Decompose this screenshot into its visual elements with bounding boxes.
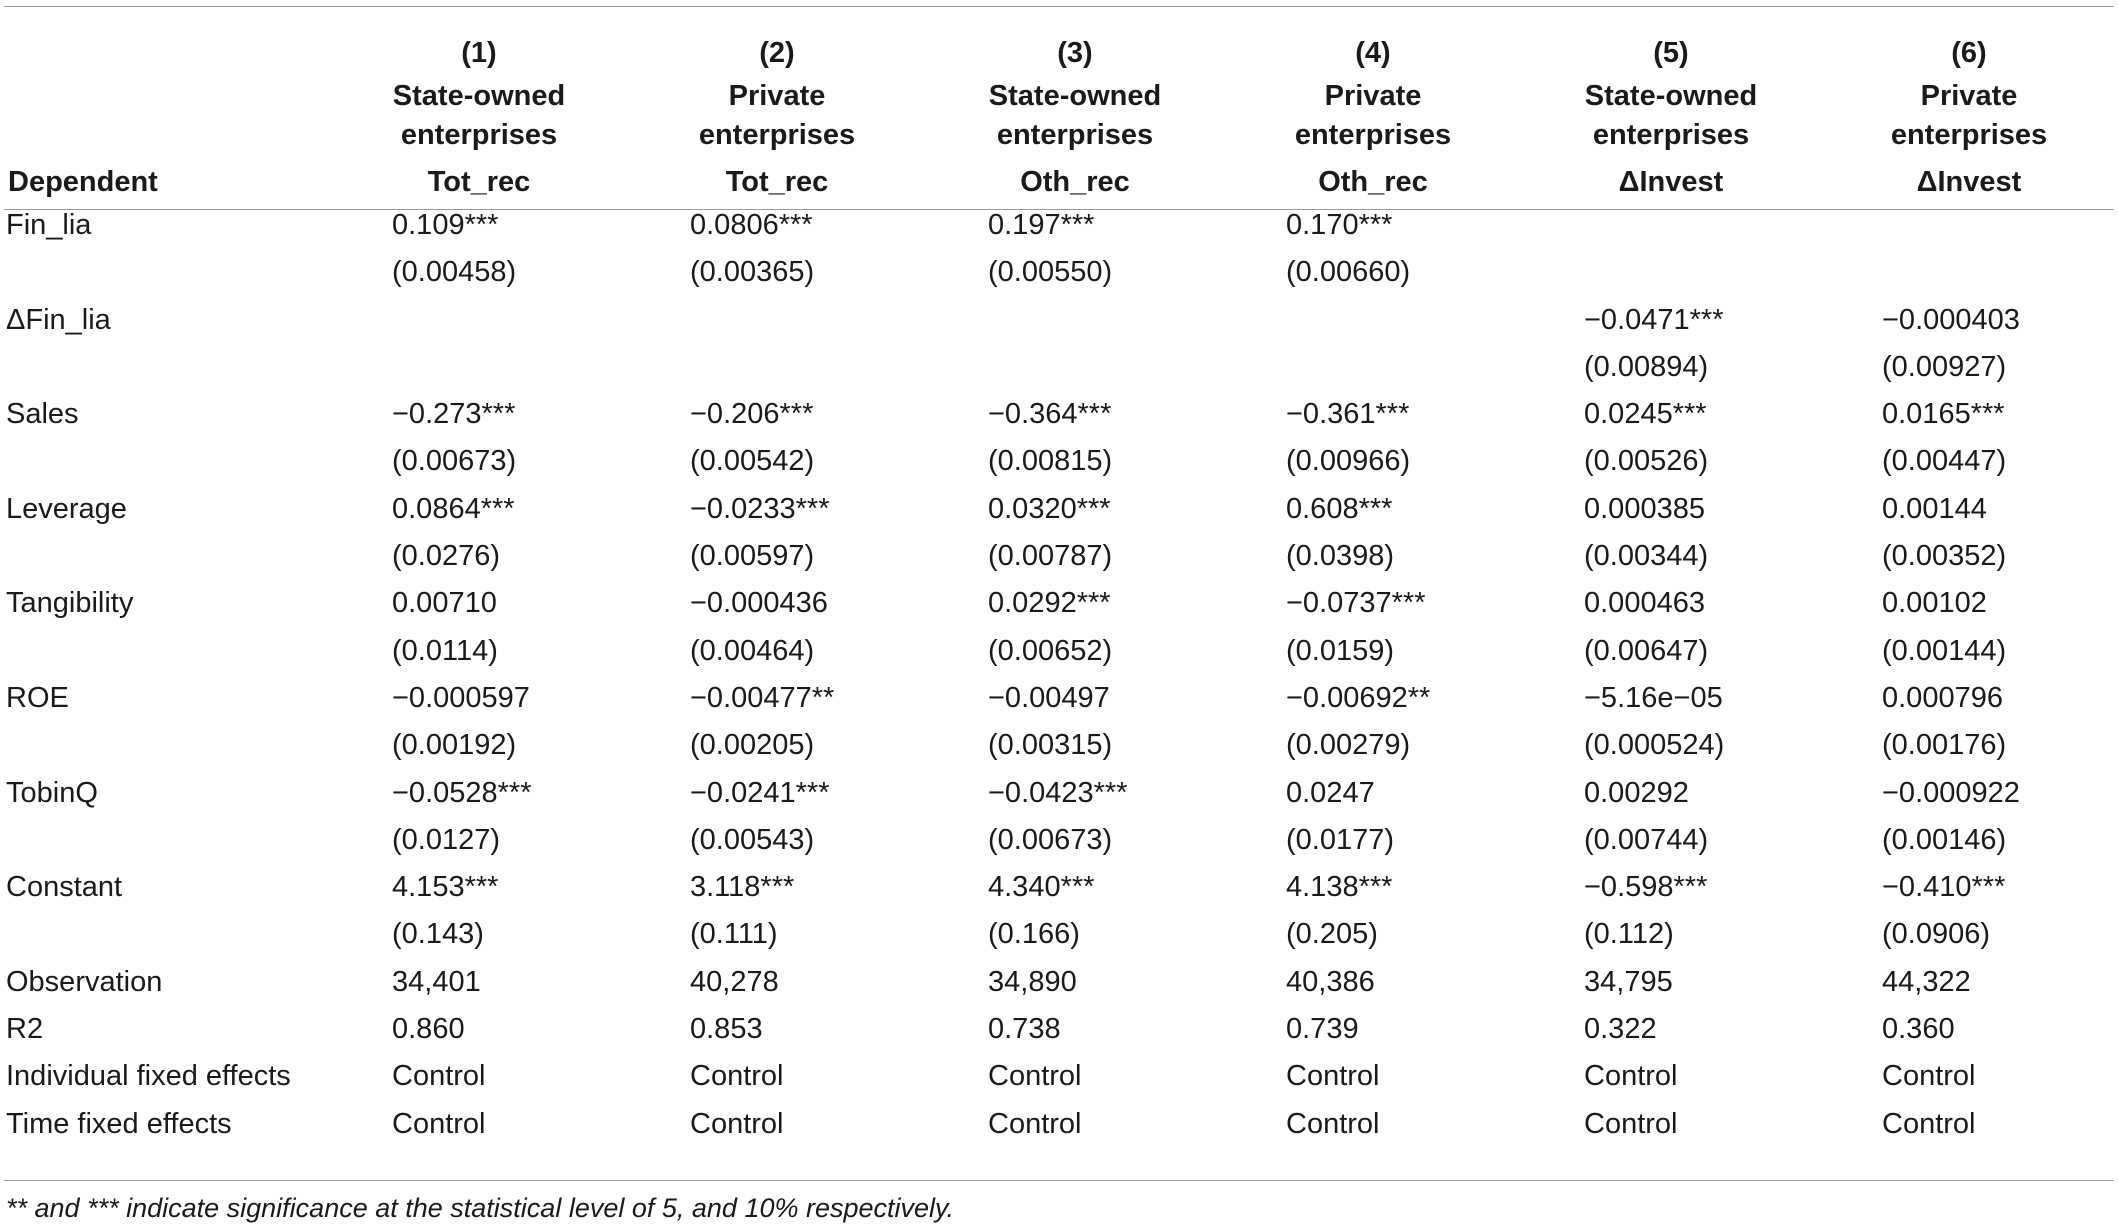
column-group-line2: enterprises [400,119,558,151]
column-group-line1: Private [1920,80,2018,112]
table-cell [1522,202,1820,249]
table-cell: 0.738 [988,1013,1061,1046]
column-group-line2: enterprises [1294,119,1452,151]
table-cell: Control [1584,1107,1678,1140]
table-cell: (0.0127) [392,823,501,856]
table-cell: −0.000436 [690,587,828,620]
significance-note: ** and *** indicate significance at the statistical level of 5, and 10% respectively. [6,1193,955,1223]
table-cell: (0.0114) [392,634,498,667]
table-row [0,202,2118,249]
column-dependent: Oth_rec [1020,166,1130,198]
column-group-line1: State-owned [988,80,1162,112]
table-cell [330,344,628,391]
column-dependent: ΔInvest [1618,166,1724,198]
row-label: Leverage [6,492,127,525]
table-row [0,580,2118,627]
table-cell: 4.340*** [988,871,1095,904]
column-header [1522,22,1820,202]
table-cell: −0.000403 [1882,303,2020,336]
table-cell: −5.16e−05 [1584,681,1723,714]
column-number: (3) [1057,37,1093,69]
column-group-line1: State-owned [392,80,566,112]
table-cell: −0.00477** [690,681,835,714]
column-header [330,22,628,202]
table-cell: (0.00787) [988,540,1113,573]
column-number: (6) [1951,37,1987,69]
table-cell: (0.00673) [392,445,517,478]
table-cell: −0.0241*** [690,776,830,809]
table-cell: Control [1286,1107,1380,1140]
table-row [0,675,2118,722]
bottom-rule [4,1180,2114,1181]
table-cell: (0.00550) [988,256,1113,289]
table-cell: (0.00647) [1584,634,1709,667]
table-cell: 0.00292 [1584,776,1689,809]
table-cell: (0.00458) [392,256,517,289]
table-cell: Control [988,1107,1082,1140]
row-label [0,911,330,958]
table-cell [1522,249,1820,296]
table-row [0,959,2118,1006]
table-cell: 0.360 [1882,1013,1955,1046]
table-cell: −0.000922 [1882,776,2020,809]
table-cell: (0.00597) [690,540,815,573]
table-cell: (0.111) [690,918,778,951]
table-cell: Control [1584,1060,1678,1093]
column-group-line2: enterprises [1592,119,1750,151]
table-cell: −0.0423*** [988,776,1128,809]
table-cell: (0.00464) [690,634,815,667]
table-row [0,770,2118,817]
table-cell: 40,386 [1286,965,1375,998]
table-row [0,864,2118,911]
table-cell: 4.138*** [1286,871,1393,904]
table-cell: 0.0806*** [690,209,813,241]
table-cell: (0.00365) [690,256,815,289]
table-row [0,438,2118,485]
table-cell: 0.0165*** [1882,398,2005,431]
table-cell [1224,297,1522,344]
table-cell: (0.00660) [1286,256,1411,289]
table-cell: 0.739 [1286,1013,1359,1046]
table-cell: 0.000385 [1584,492,1705,525]
column-header [628,22,926,202]
table-cell: (0.0177) [1286,823,1395,856]
table-row [0,533,2118,580]
column-dependent: Tot_rec [725,166,829,198]
table-cell [628,344,926,391]
row-label [0,722,330,769]
table-cell: Control [690,1107,784,1140]
table-cell: (0.00315) [988,729,1113,762]
table-cell: Control [392,1060,486,1093]
table-cell: (0.00176) [1882,729,2007,762]
column-group-line1: Private [1324,80,1422,112]
table-row [0,722,2118,769]
table-cell: 34,890 [988,965,1077,998]
column-group-line1: Private [728,80,826,112]
table-cell: 34,401 [392,965,481,998]
column-number: (4) [1355,37,1391,69]
table-cell: 0.608*** [1286,492,1393,525]
column-number: (5) [1653,37,1689,69]
table-cell: −0.0471*** [1584,303,1724,336]
table-cell: −0.206*** [690,398,814,431]
row-label: Observation [6,965,163,998]
table-cell: (0.00279) [1286,729,1411,762]
column-dependent: Tot_rec [427,166,531,198]
table-cell: −0.0233*** [690,492,830,525]
table-header-row [0,22,2118,202]
table-cell: (0.00146) [1882,823,2007,856]
column-dependent: Oth_rec [1318,166,1428,198]
table-cell: 40,278 [690,965,779,998]
row-label: ROE [6,681,69,714]
table-row [0,1006,2118,1053]
table-cell: 0.170*** [1286,209,1393,241]
table-row [0,344,2118,391]
row-label [0,438,330,485]
table-cell [628,297,926,344]
table-cell: 44,322 [1882,965,1971,998]
column-group-line2: enterprises [698,119,856,151]
column-header [1820,22,2118,202]
table-row [0,249,2118,296]
table-cell: (0.0159) [1286,634,1395,667]
table-cell: 0.0245*** [1584,398,1707,431]
table-row [0,486,2118,533]
table-cell: −0.00692** [1286,681,1431,714]
table-cell: 0.00102 [1882,587,1987,620]
table-cell: (0.000524) [1584,729,1725,762]
table-cell: −0.00497 [988,681,1110,714]
table-cell: −0.0737*** [1286,587,1426,620]
table-cell [1820,249,2118,296]
table-cell: (0.00205) [690,729,815,762]
table-cell: 0.322 [1584,1013,1657,1046]
row-label: R2 [6,1013,44,1046]
table-cell: (0.00192) [392,729,517,762]
table-cell: (0.00894) [1584,350,1709,383]
column-header [1224,22,1522,202]
row-label [0,249,330,296]
table-cell: 0.0292*** [988,587,1111,620]
table-row [0,1101,2118,1148]
table-cell: 0.197*** [988,209,1095,241]
table-cell: 3.118*** [690,871,795,904]
row-label [0,344,330,391]
table-row [0,391,2118,438]
top-rule [4,6,2114,7]
column-number: (1) [461,37,497,69]
table-row [0,297,2118,344]
table-cell: 0.860 [392,1013,465,1046]
table-cell: Control [988,1060,1082,1093]
table-cell: −0.598*** [1584,871,1708,904]
table-cell: (0.0398) [1286,540,1395,573]
table-cell: (0.00526) [1584,445,1709,478]
table-cell [1224,344,1522,391]
column-number: (2) [759,37,795,69]
table-cell: 0.000796 [1882,681,2003,714]
table-cell: (0.00447) [1882,445,2007,478]
table-row [0,911,2118,958]
table-cell: 4.153*** [392,871,499,904]
table-cell: (0.00744) [1584,823,1709,856]
table-cell: (0.00927) [1882,350,2007,383]
table-cell: (0.112) [1584,918,1674,951]
table-cell [1820,202,2118,249]
table-row [0,1053,2118,1100]
table-cell [330,297,628,344]
table-cell: 0.0320*** [988,492,1111,525]
table-cell: (0.00673) [988,823,1113,856]
table-cell: −0.000597 [392,681,530,714]
row-label: Sales [6,398,79,431]
dependent-label: Dependent [8,166,158,198]
table-cell [926,344,1224,391]
table-cell [926,297,1224,344]
table-cell: 0.00710 [392,587,497,620]
row-label: Fin_lia [6,209,92,241]
table-cell: (0.143) [392,918,484,951]
table-row [0,817,2118,864]
table-cell: Control [1882,1060,1976,1093]
table-cell: (0.0276) [392,540,501,573]
table-cell: Control [1882,1107,1976,1140]
table-cell: (0.00344) [1584,540,1709,573]
table-cell: (0.00543) [690,823,815,856]
table-cell: (0.166) [988,918,1080,951]
table-cell: 0.000463 [1584,587,1705,620]
table-cell: 0.00144 [1882,492,1987,525]
column-group-line2: enterprises [996,119,1154,151]
table-cell: 34,795 [1584,965,1673,998]
row-label [0,628,330,675]
table-cell: 0.0864*** [392,492,515,525]
table-cell: −0.361*** [1286,398,1410,431]
table-cell: 0.109*** [392,209,499,241]
table-cell: 0.853 [690,1013,763,1046]
table-body [0,202,2118,1148]
column-header [926,22,1224,202]
table-cell: Control [392,1107,486,1140]
row-label: Time fixed effects [6,1107,232,1140]
table-cell: Control [690,1060,784,1093]
table-row [0,628,2118,675]
row-label: TobinQ [6,776,98,809]
row-label: ΔFin_lia [6,303,111,336]
table-cell: (0.00352) [1882,540,2007,573]
row-label: Tangibility [6,587,134,620]
table-cell: (0.0906) [1882,918,1991,951]
column-group-line2: enterprises [1890,119,2048,151]
row-label: Constant [6,871,123,904]
table-cell: Control [1286,1060,1380,1093]
table-cell: (0.205) [1286,918,1378,951]
table-cell: 0.0247 [1286,776,1375,809]
table-cell: −0.410*** [1882,871,2006,904]
table-cell: −0.273*** [392,398,516,431]
table-cell: (0.00815) [988,445,1113,478]
table-cell: (0.00542) [690,445,815,478]
table-cell: −0.364*** [988,398,1112,431]
regression-table [0,22,2118,1148]
column-dependent: ΔInvest [1916,166,2022,198]
row-label [0,533,330,580]
table-cell: −0.0528*** [392,776,532,809]
column-group-line1: State-owned [1584,80,1758,112]
row-label: Individual fixed effects [6,1060,291,1093]
table-cell: (0.00966) [1286,445,1411,478]
table-cell: (0.00652) [988,634,1113,667]
table-cell: (0.00144) [1882,634,2007,667]
row-label [0,817,330,864]
